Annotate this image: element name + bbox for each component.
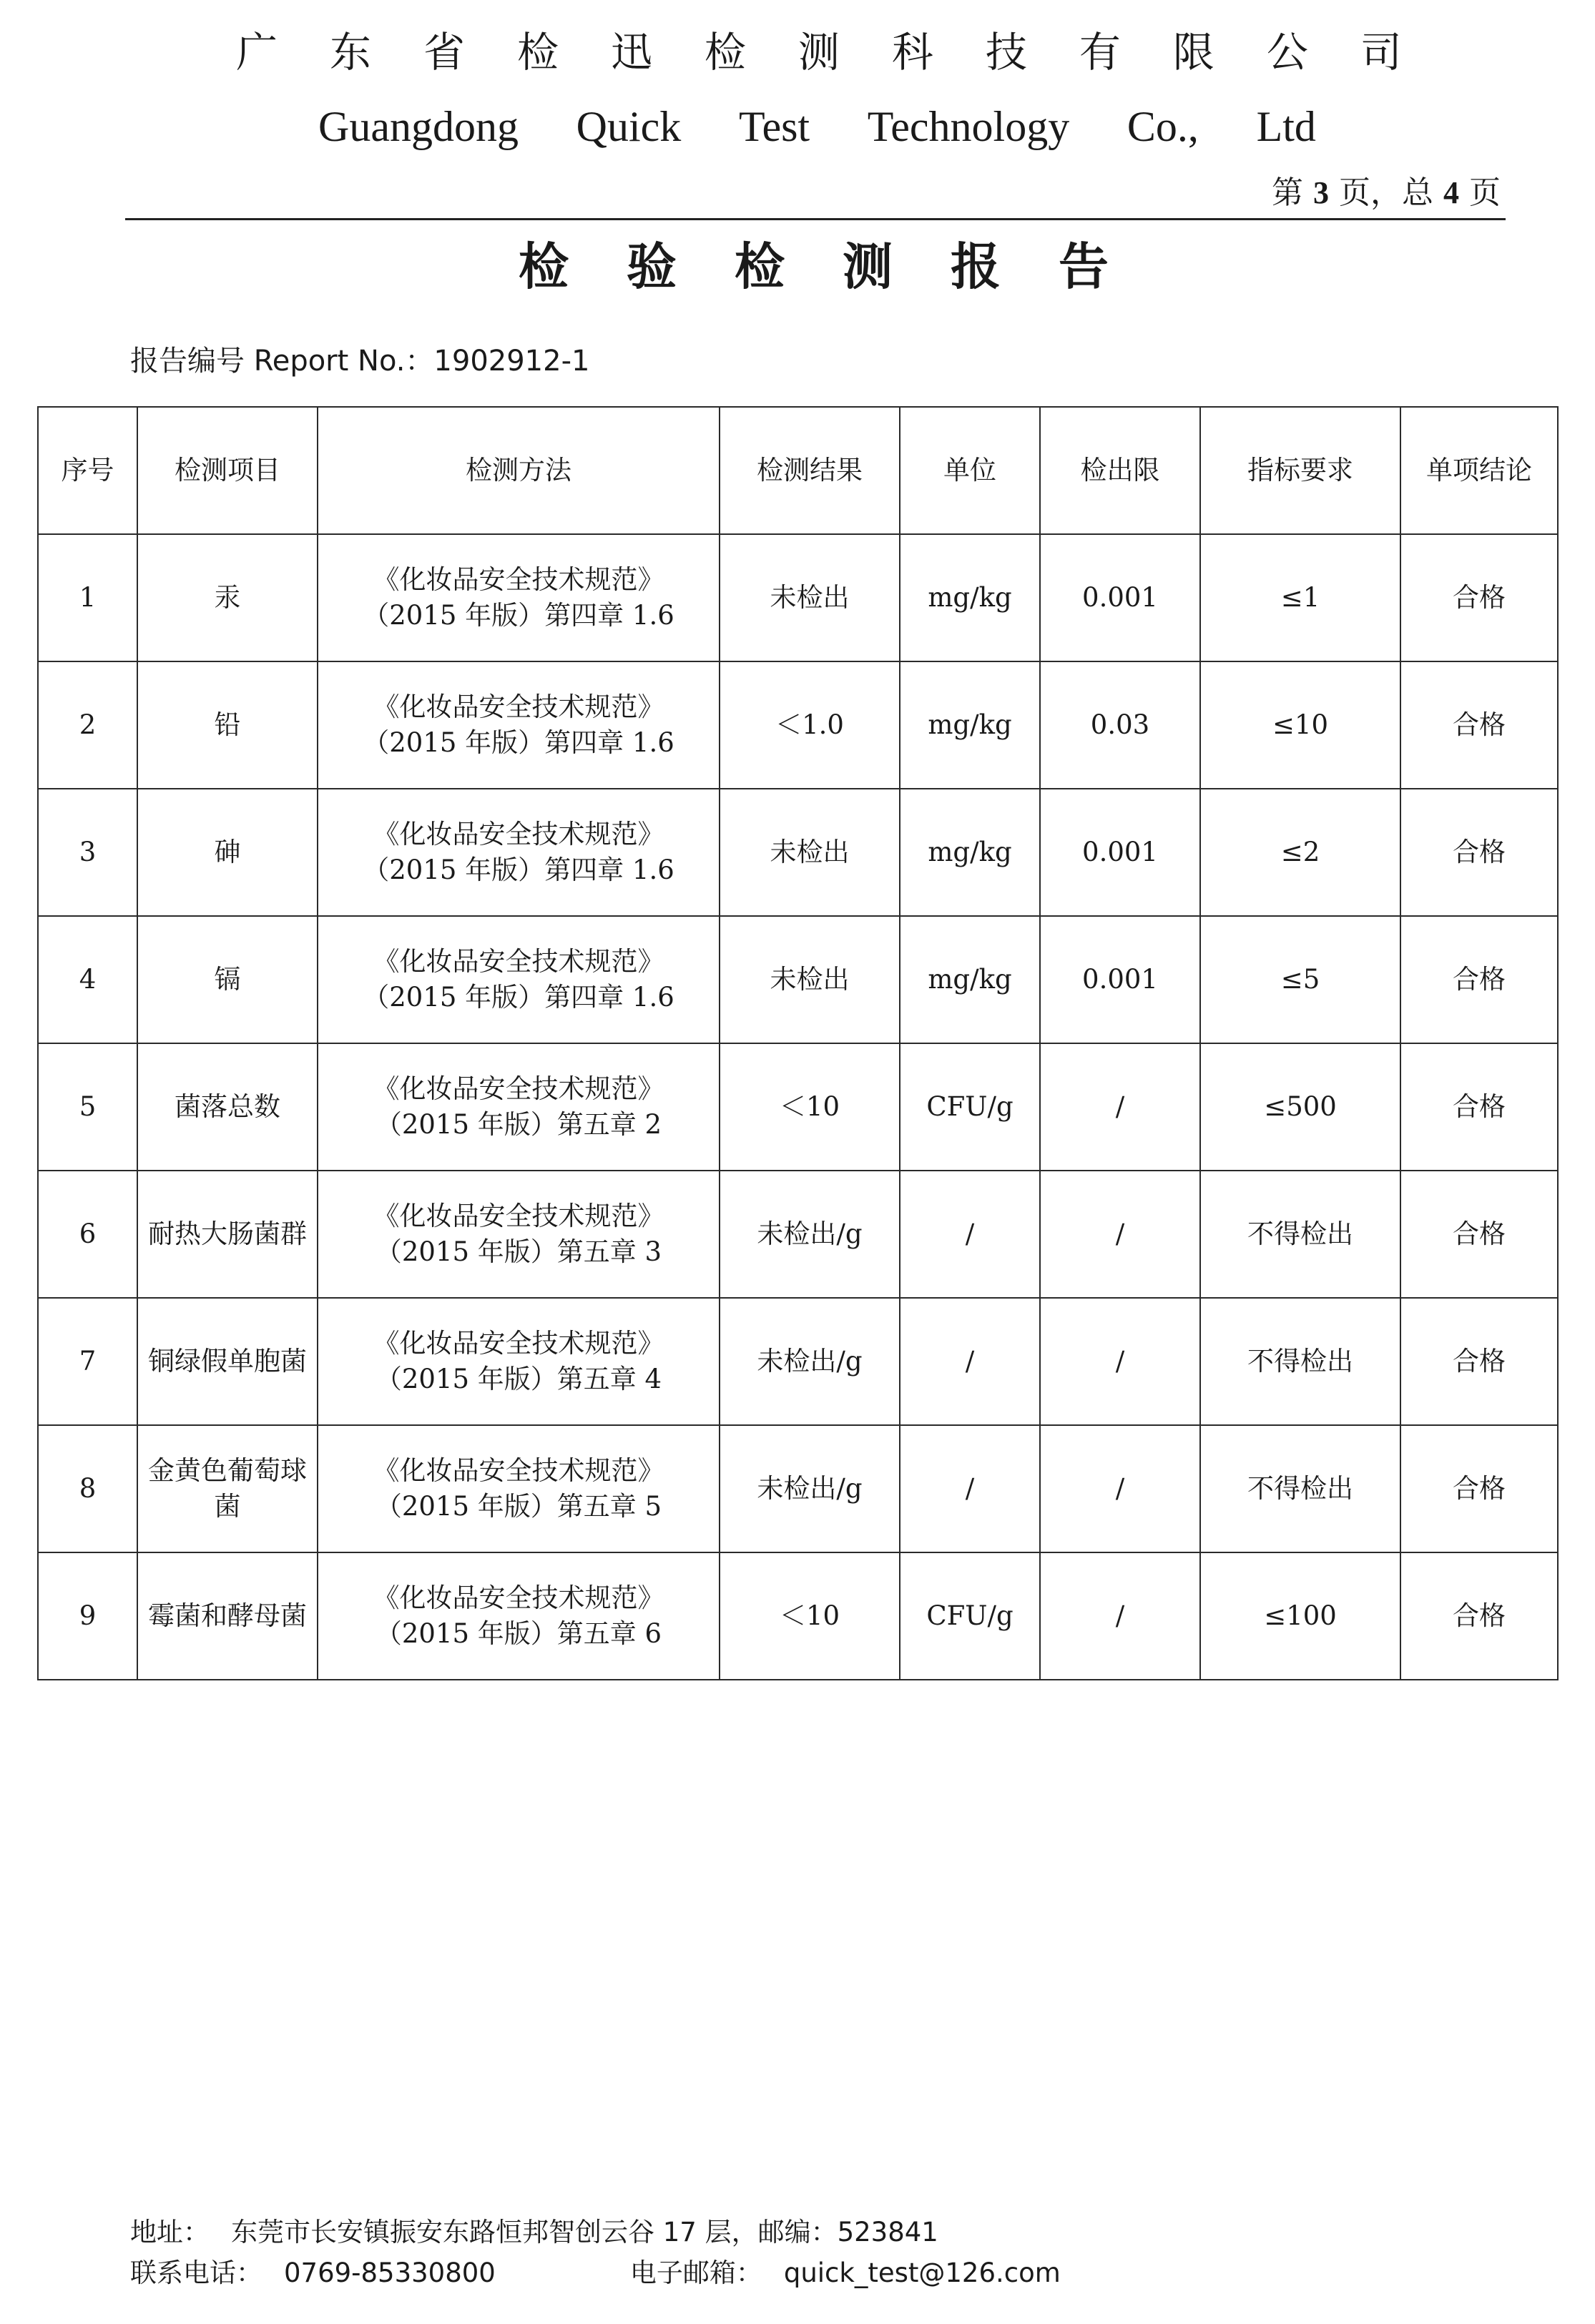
requirement-cell: 不得检出 <box>1200 1425 1400 1552</box>
unit-cell: mg/kg <box>900 661 1040 789</box>
unit-cell: mg/kg <box>900 534 1040 661</box>
test-method-cell <box>318 789 720 916</box>
report-title-char: 检 <box>519 237 569 296</box>
table-row <box>38 1043 1558 1171</box>
requirement-cell: ≤2 <box>1200 789 1400 916</box>
page-indicator <box>1272 173 1501 213</box>
unit-cell: mg/kg <box>900 789 1040 916</box>
test-method-line: （2015 年版）第五章 6 <box>375 1618 662 1649</box>
conclusion-cell: 合格 <box>1400 1425 1558 1552</box>
test-method-cell <box>318 1171 720 1298</box>
company-name-en-word: Guangdong <box>318 103 519 150</box>
table-row <box>38 1425 1558 1552</box>
page-prefix: 第 <box>1272 174 1303 211</box>
report-title <box>519 236 1109 297</box>
row-number-cell: 4 <box>38 916 137 1043</box>
row-number-cell: 3 <box>38 789 137 916</box>
test-result-cell: ＜10 <box>720 1043 900 1171</box>
address-value: 东莞市长安镇振安东路恒邦智创云谷 17 层，邮编：523841 <box>231 2217 938 2247</box>
test-result-cell: 未检出 <box>720 916 900 1043</box>
column-header: 检出限 <box>1040 407 1200 534</box>
row-number-cell: 6 <box>38 1171 137 1298</box>
unit-cell: CFU/g <box>900 1552 1040 1680</box>
table-row <box>38 1552 1558 1680</box>
detection-limit-cell: / <box>1040 1043 1200 1171</box>
report-title-char: 告 <box>1059 237 1109 296</box>
test-item-cell: 金黄色葡萄球菌 <box>137 1425 318 1552</box>
detection-limit-cell: 0.001 <box>1040 916 1200 1043</box>
company-name-cn-char: 检 <box>516 28 559 77</box>
test-method-cell <box>318 661 720 789</box>
footer-contact <box>130 2256 1061 2290</box>
report-number: 报告编号 Report No.：1902912-1 <box>130 345 590 378</box>
email-value: quick_test@126.com <box>783 2257 1061 2288</box>
test-result-cell: 未检出/g <box>720 1171 900 1298</box>
table-row <box>38 534 1558 661</box>
company-name-cn-char: 迅 <box>610 28 652 77</box>
detection-limit-cell: 0.001 <box>1040 534 1200 661</box>
test-method-line: （2015 年版）第四章 1.6 <box>363 727 674 758</box>
table-header-row <box>38 407 1558 534</box>
table-row <box>38 789 1558 916</box>
company-name-cn-char: 技 <box>985 28 1027 77</box>
test-item-cell: 铜绿假单胞菌 <box>137 1298 318 1425</box>
company-name-cn-char: 检 <box>704 28 746 77</box>
company-name-cn-char: 测 <box>798 28 840 77</box>
company-name-en-word: Quick <box>576 103 682 150</box>
table-row <box>38 661 1558 789</box>
test-method-line: （2015 年版）第五章 4 <box>375 1364 662 1394</box>
test-method-line: （2015 年版）第五章 5 <box>375 1491 662 1522</box>
row-number-cell: 9 <box>38 1552 137 1680</box>
test-item-cell: 菌落总数 <box>137 1043 318 1171</box>
company-name-cn-char: 司 <box>1360 28 1402 77</box>
test-method-line: 《化妆品安全技术规范》 <box>373 1201 664 1231</box>
test-result-cell: 未检出 <box>720 789 900 916</box>
page-middle: 页，总 <box>1339 174 1433 211</box>
company-name-en <box>318 102 1316 152</box>
company-name-en-word: Ltd <box>1256 103 1316 150</box>
company-name-en-word: Co., <box>1127 103 1199 150</box>
page-current: 3 <box>1313 175 1329 210</box>
conclusion-cell: 合格 <box>1400 1171 1558 1298</box>
test-method-cell <box>318 534 720 661</box>
column-header: 检测方法 <box>318 407 720 534</box>
requirement-cell: ≤500 <box>1200 1043 1400 1171</box>
test-item-cell: 霉菌和酵母菌 <box>137 1552 318 1680</box>
unit-cell: mg/kg <box>900 916 1040 1043</box>
test-item-cell: 耐热大肠菌群 <box>137 1171 318 1298</box>
results-table <box>37 406 1559 1680</box>
detection-limit-cell: / <box>1040 1171 1200 1298</box>
test-method-cell <box>318 1043 720 1171</box>
phone-label: 联系电话： <box>130 2257 262 2288</box>
test-method-line: （2015 年版）第四章 1.6 <box>363 982 674 1013</box>
conclusion-cell: 合格 <box>1400 661 1558 789</box>
column-header: 检测结果 <box>720 407 900 534</box>
conclusion-cell: 合格 <box>1400 789 1558 916</box>
company-name-cn <box>236 27 1402 77</box>
row-number-cell: 2 <box>38 661 137 789</box>
detection-limit-cell: / <box>1040 1425 1200 1552</box>
column-header: 序号 <box>38 407 137 534</box>
unit-cell: / <box>900 1298 1040 1425</box>
row-number-cell: 5 <box>38 1043 137 1171</box>
detection-limit-cell: / <box>1040 1298 1200 1425</box>
page-total: 4 <box>1443 175 1459 210</box>
company-name-en-word: Test <box>738 103 810 150</box>
requirement-cell: ≤5 <box>1200 916 1400 1043</box>
test-method-line: 《化妆品安全技术规范》 <box>373 564 664 595</box>
test-result-cell: ＜10 <box>720 1552 900 1680</box>
test-method-line: （2015 年版）第四章 1.6 <box>363 855 674 885</box>
test-result-cell: 未检出/g <box>720 1425 900 1552</box>
report-title-char: 检 <box>735 237 785 296</box>
test-method-line: 《化妆品安全技术规范》 <box>373 819 664 850</box>
test-method-cell <box>318 1552 720 1680</box>
company-name-cn-char: 有 <box>1079 28 1121 77</box>
test-method-line: （2015 年版）第五章 3 <box>375 1236 662 1267</box>
test-method-line: （2015 年版）第五章 2 <box>375 1109 662 1140</box>
test-result-cell: 未检出 <box>720 534 900 661</box>
conclusion-cell: 合格 <box>1400 916 1558 1043</box>
test-item-cell: 镉 <box>137 916 318 1043</box>
test-method-line: 《化妆品安全技术规范》 <box>373 1073 664 1104</box>
detection-limit-cell: 0.001 <box>1040 789 1200 916</box>
row-number-cell: 1 <box>38 534 137 661</box>
test-method-cell <box>318 1298 720 1425</box>
test-item-cell: 汞 <box>137 534 318 661</box>
detection-limit-cell: 0.03 <box>1040 661 1200 789</box>
conclusion-cell: 合格 <box>1400 1043 1558 1171</box>
report-title-char: 报 <box>951 237 1001 296</box>
requirement-cell: 不得检出 <box>1200 1298 1400 1425</box>
conclusion-cell: 合格 <box>1400 534 1558 661</box>
unit-cell: / <box>900 1171 1040 1298</box>
conclusion-cell: 合格 <box>1400 1552 1558 1680</box>
requirement-cell: ≤10 <box>1200 661 1400 789</box>
column-header: 单项结论 <box>1400 407 1558 534</box>
row-number-cell: 7 <box>38 1298 137 1425</box>
company-name-cn-char: 公 <box>1266 28 1308 77</box>
test-method-line: 《化妆品安全技术规范》 <box>373 1455 664 1486</box>
conclusion-cell: 合格 <box>1400 1298 1558 1425</box>
test-method-line: 《化妆品安全技术规范》 <box>373 1328 664 1359</box>
phone-value: 0769-85330800 <box>284 2257 496 2288</box>
column-header: 单位 <box>900 407 1040 534</box>
requirement-cell: 不得检出 <box>1200 1171 1400 1298</box>
email-label: 电子邮箱： <box>629 2257 762 2288</box>
requirement-cell: ≤100 <box>1200 1552 1400 1680</box>
company-name-cn-char: 广 <box>236 28 278 77</box>
unit-cell: / <box>900 1425 1040 1552</box>
requirement-cell: ≤1 <box>1200 534 1400 661</box>
company-name-cn-char: 限 <box>1172 28 1214 77</box>
company-name-cn-char: 省 <box>423 28 465 77</box>
test-item-cell: 砷 <box>137 789 318 916</box>
footer-address <box>130 2215 938 2250</box>
company-name-en-word: Technology <box>867 103 1070 150</box>
company-name-cn-char: 东 <box>329 28 371 77</box>
unit-cell: CFU/g <box>900 1043 1040 1171</box>
column-header: 指标要求 <box>1200 407 1400 534</box>
test-method-line: 《化妆品安全技术规范》 <box>373 691 664 722</box>
test-method-cell <box>318 916 720 1043</box>
test-method-cell <box>318 1425 720 1552</box>
test-method-line: 《化妆品安全技术规范》 <box>373 946 664 977</box>
page-suffix: 页 <box>1469 174 1501 211</box>
table-row <box>38 1171 1558 1298</box>
test-method-line: 《化妆品安全技术规范》 <box>373 1582 664 1613</box>
table-row <box>38 1298 1558 1425</box>
report-title-char: 测 <box>843 237 893 296</box>
detection-limit-cell: / <box>1040 1552 1200 1680</box>
test-result-cell: 未检出/g <box>720 1298 900 1425</box>
report-title-char: 验 <box>627 237 677 296</box>
column-header: 检测项目 <box>137 407 318 534</box>
test-result-cell: ＜1.0 <box>720 661 900 789</box>
test-method-line: （2015 年版）第四章 1.6 <box>363 600 674 631</box>
results-table-body <box>38 534 1558 1680</box>
row-number-cell: 8 <box>38 1425 137 1552</box>
header-divider <box>125 218 1506 220</box>
address-label: 地址： <box>130 2217 210 2247</box>
company-name-cn-char: 科 <box>891 28 933 77</box>
test-item-cell: 铅 <box>137 661 318 789</box>
table-row <box>38 916 1558 1043</box>
